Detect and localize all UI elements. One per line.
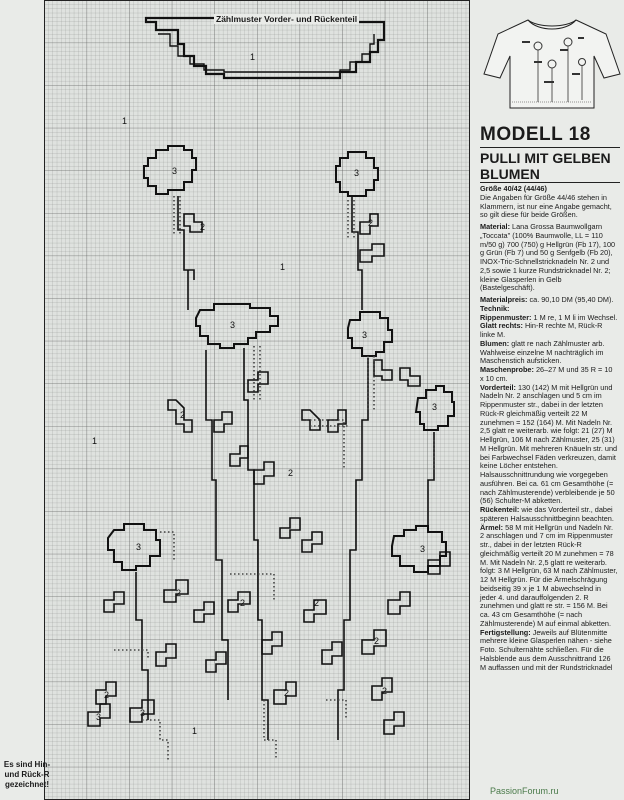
svg-text:2: 2: [288, 468, 294, 478]
back-label: Rückenteil:: [480, 505, 520, 514]
stockinette-label: Glatt rechts:: [480, 321, 523, 331]
svg-text:3: 3: [230, 320, 236, 330]
sweater-sketch: [482, 12, 622, 112]
back-text: wie das Vorderteil str., dabei späteren Halsausschnittbeginn beachten.: [480, 505, 614, 523]
instructions-column: [476, 0, 624, 800]
watermark-text: PassionForum.ru: [490, 786, 559, 796]
material-label: Material:: [480, 222, 511, 231]
chart-title: Zählmuster Vorder- und Rückenteil: [216, 14, 358, 24]
svg-text:2: 2: [284, 688, 290, 698]
svg-text:1: 1: [122, 116, 128, 126]
svg-text:1: 1: [280, 262, 286, 272]
svg-text:2: 2: [382, 686, 388, 696]
svg-text:2: 2: [180, 410, 186, 420]
front-label: Vorderteil:: [480, 382, 516, 392]
sleeve-text: 58 M mit Hellgrün und Nadeln Nr. 2 anschlagen und 7 cm im Rippenmuster str., dabei in der letzten Rück-R gleichmäßig verteilt 20 M zunehmen = 78 M. Mit Nadeln Nr. 2,5 glatt re weiterarb. folgt: 3 M Hellgrün, 63 M nach Zählmuster, 12 M Hellgrün. Für die Ärmelschrägung beidseitig 39 x je 1 M abwechselnd in jeder 4. und darauffolgenden 2. R zunehmen und glatt re str. = 156 M. Bei ca. 43 cm Gesamthöhe (= nach Zählmusterende) M auf einmal abketten.: [480, 522, 618, 628]
pattern-subtitle: PULLI MIT GELBEN BLUMEN: [480, 150, 611, 182]
svg-text:3: 3: [96, 712, 102, 722]
svg-text:2: 2: [368, 218, 374, 228]
svg-text:3: 3: [172, 166, 178, 176]
flowers-text: glatt re nach Zählmuster arb. Wahlweise einzelne M nachträglich im Maschenstich aufsticken.: [480, 338, 605, 366]
svg-text:2: 2: [314, 598, 320, 608]
svg-text:1: 1: [250, 52, 256, 62]
svg-text:2: 2: [374, 636, 380, 646]
finishing-label: Fertigstellung:: [480, 627, 531, 637]
svg-text:3: 3: [136, 542, 142, 552]
finishing-text: Jeweils auf Blütenmitte mehrere kleine Glasperlen nähen - siehe Foto. Schulternähte schließen. Für die Halsblende aus dem Ausschnittrand 126 M auffassen und mit der Rundstricknadel: [480, 627, 613, 672]
knitting-chart: [44, 0, 470, 800]
svg-text:3: 3: [354, 168, 360, 178]
svg-text:1: 1: [192, 726, 198, 736]
svg-text:2: 2: [104, 690, 110, 700]
svg-text:1: 1: [92, 436, 98, 446]
svg-text:3: 3: [362, 330, 368, 340]
stockinette-text: Hin-R rechte M, Rück-R linke M.: [480, 321, 603, 339]
chart-note: Es sind Hin- und Rück-R gezeichnet!: [3, 760, 51, 789]
svg-text:2: 2: [200, 222, 206, 232]
gauge-text: 26–27 M und 35 R = 10 x 10 cm.: [480, 365, 613, 383]
gauge-label: Maschenprobe:: [480, 365, 534, 374]
price-text: ca. 90,10 DM (95,40 DM).: [529, 295, 614, 304]
technique-label: Technik:: [480, 303, 510, 313]
svg-text:3: 3: [140, 708, 146, 718]
size-label: Größe 40/42 (44/46): [480, 184, 547, 193]
rib-text: 1 M re, 1 M li im Wechsel.: [533, 312, 618, 322]
flowers-label: Blumen:: [480, 338, 510, 348]
sleeve-label: Ärmel:: [480, 522, 504, 532]
svg-text:2: 2: [176, 588, 182, 598]
title-rule-bottom: [480, 182, 620, 183]
svg-text:2: 2: [240, 598, 246, 608]
front-text: 130 (142) M mit Hellgrün und Nadeln Nr. 2 anschlagen und 5 cm im Rippenmuster str., dabei in der letzten Rück-R gleichmäßig verteilt 22 M zunehmen = 152 (164) M. Mit Nadeln Nr. 2,5 glatt re weiterarb. wie folgt: 21 (27) M Hellgrün, 106 M nach Zählmuster, 25 (31) M Hellgrün. Mit mehreren Knäueln str. und bei Farbwechsel Fäden verkreuzen, damit keine Löcher entstehen. Halsausschnittrundung wie vorgegeben ausführen. Bei ca. 61 cm Gesamthöhe (= nach Zählmusterende) verbleibende je 50 (56) Schulter-M abketten.: [480, 382, 618, 506]
instructions-text: [480, 185, 618, 672]
size-text: Die Angaben für Größe 44/46 stehen in Klammern, ist nur eine Angabe gemacht, so gilt diese für beide Größen.: [480, 192, 612, 220]
svg-text:3: 3: [420, 544, 426, 554]
rib-label: Rippenmuster:: [480, 312, 532, 322]
chart-grid: [44, 0, 470, 800]
model-title: MODELL 18: [480, 124, 591, 145]
material-text: Lana Grossa Baumwollgarn „Toccata" (100% Baumwolle, LL = 110 m/50 g) 700 (750) g Hellgrün (Fb 17), 100 g Grün (Fb 7) und 50 g Senfgelb (Fb 20), INOX-Tric-Schnellstricknadeln Nr. 2 und 2,5 sowie 1 kurze Rundstricknadel Nr. 2; kleine Glasperlen in Gelb (Bastelgeschäft).: [480, 222, 616, 293]
svg-text:3: 3: [432, 402, 438, 412]
title-rule-top: [480, 147, 620, 148]
price-label: Materialpreis:: [480, 295, 528, 304]
